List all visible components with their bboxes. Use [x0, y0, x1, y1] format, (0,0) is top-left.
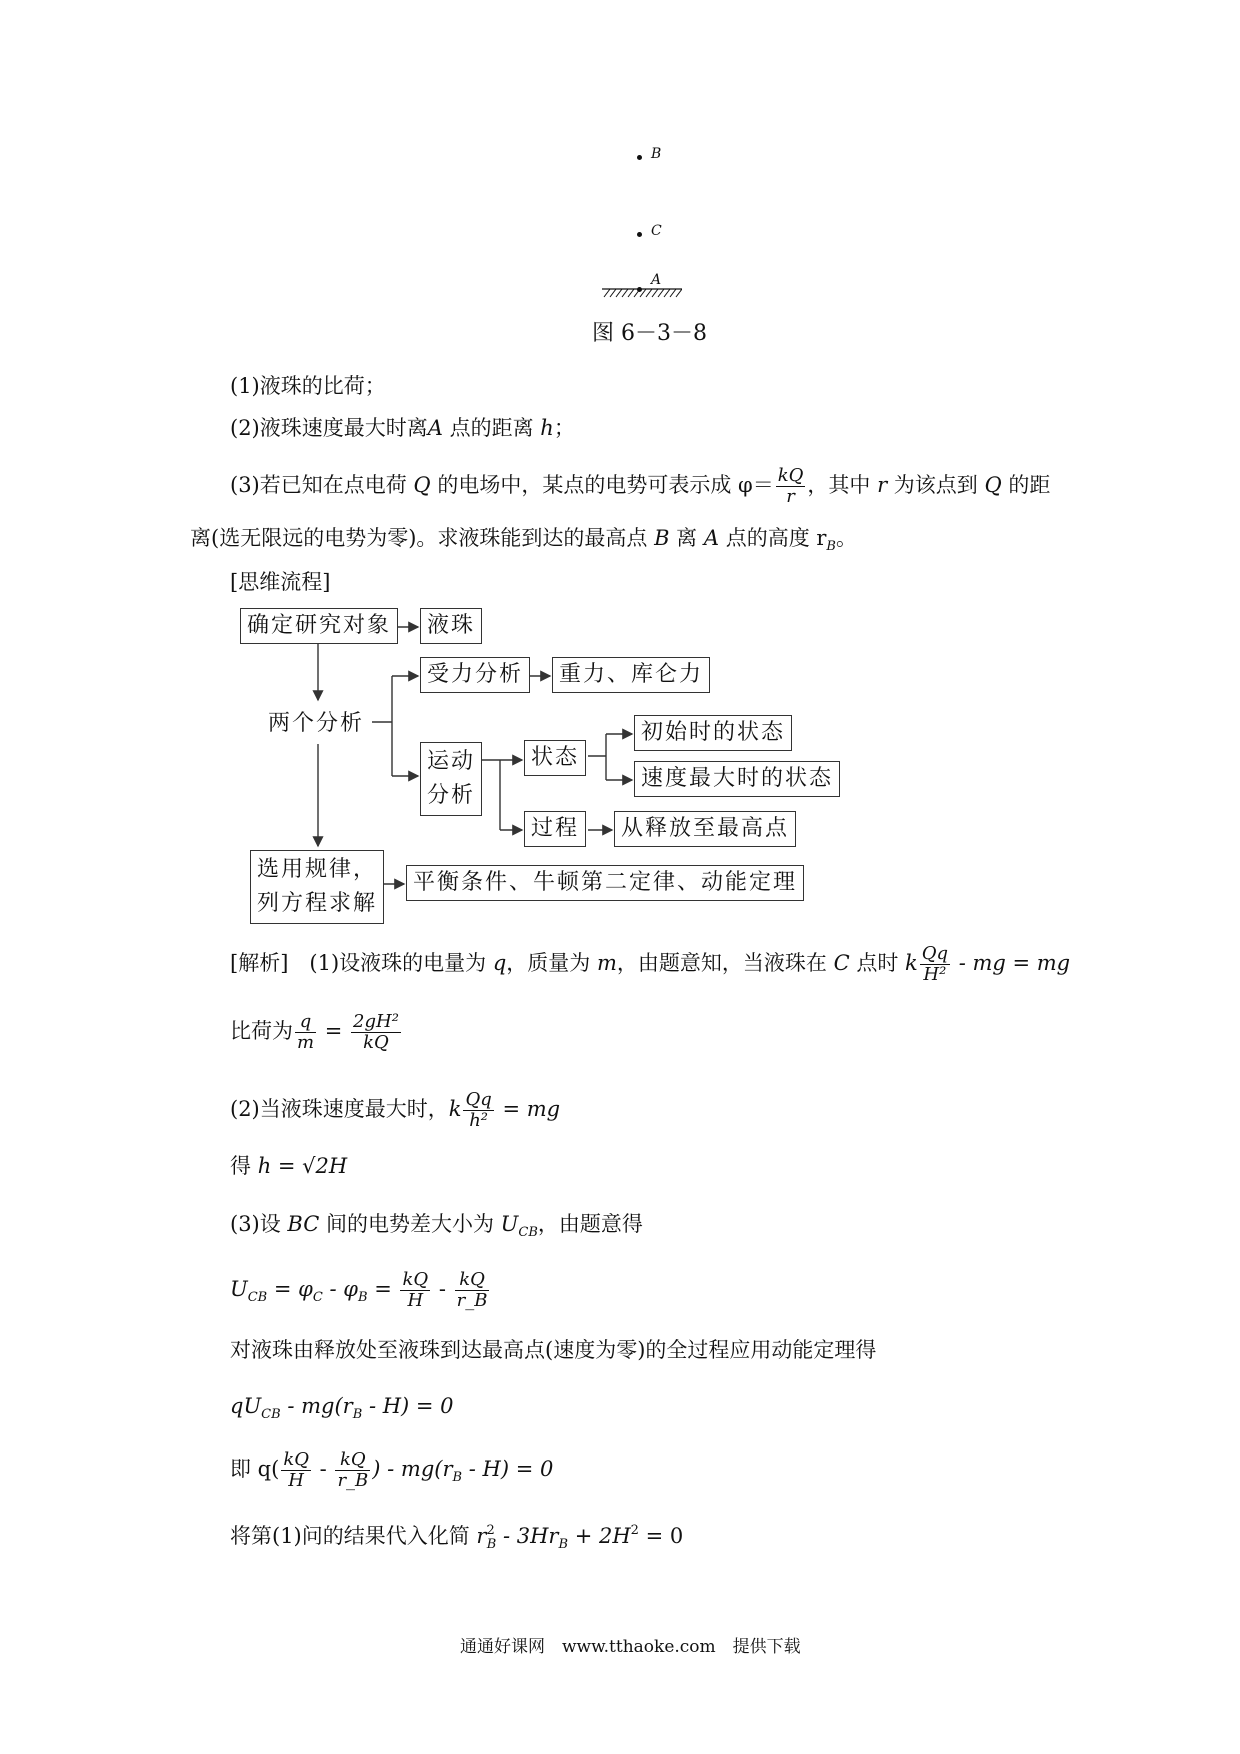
solution-line-2: 比荷为 $\frac{q}{m}$ = $\frac{\text{2gH²}}{kQ}$ [230, 1011, 399, 1053]
question-1: (1)液珠的比荷； [230, 374, 386, 398]
solution-line-8: $qU_{CB} - mg(r_B - H) = 0$ [230, 1394, 454, 1422]
solution-line-6: $U_{CB} = \varphi_C - \varphi_B$ = $\frac{kQ}{H}$ - $\frac{kQ}{r\_B}$ [230, 1269, 488, 1311]
point-a-label: A [651, 272, 662, 288]
flow-heading: [思维流程] [230, 570, 331, 594]
potential-fraction: $\frac{kQ}{r}$ [777, 465, 804, 507]
flow-box-state-init: 初始时的状态 [634, 715, 792, 751]
flow-box-force: 受力分析 [420, 657, 530, 693]
flow-box-process-desc: 从释放至最高点 [614, 811, 796, 847]
solution-line-4: 得 h = √2H [230, 1154, 348, 1178]
flow-box-laws: 平衡条件、牛顿第二定律、动能定理 [406, 865, 804, 901]
flow-box-object: 确定研究对象 [240, 608, 398, 644]
flow-box-process: 过程 [524, 811, 586, 847]
solution-line-10: 将第(1)问的结果代入化简 $r^2_B - 3Hr_B + 2H^2 = 0$ [230, 1523, 684, 1552]
figure-caption: 图 6－3－8 [592, 321, 707, 346]
flow-box-motion: 运动 分析 [420, 742, 482, 816]
flow-box-state: 状态 [524, 740, 586, 776]
flow-two-analysis: 两个分析 [268, 711, 365, 736]
flow-box-state-max: 速度最大时的状态 [634, 761, 840, 797]
solution-line-5: (3)设 BC 间的电势差大小为 $U_{CB}$，由题意得 [230, 1212, 643, 1240]
question-3-line-2: 离(选无限远的电势为零)。求液珠能到达的最高点 B 离 A 点的高度 $r_B$。 [190, 526, 857, 554]
solution-line-3: (2)当液珠速度最大时，k $\frac{Qq}{\text{h²}}$ = mg [230, 1089, 561, 1131]
solution-line-1: [解析] (1)设液珠的电量为 q，质量为 m，由题意知，当液珠在 C 点时 k $\frac{Qq}{\text{H²}}$ - mg = mg [230, 943, 1071, 985]
question-3-line-1: (3)若已知在点电荷 Q 的电场中，某点的电势可表示成 φ＝ $\frac{kQ}{r}$ ，其中 r 为该点到 Q 的距 [230, 465, 1051, 507]
solution-line-7: 对液珠由释放处至液珠到达最高点(速度为零)的全过程应用动能定理得 [230, 1338, 877, 1362]
solution-line-9: 即 q( $\frac{kQ}{H}$ - $\frac{kQ}{r\_B}$ ) - $mg(r_B - H) = 0$ [230, 1449, 554, 1491]
point-c-label: C [651, 223, 662, 239]
question-2: (2)液珠速度最大时离A 点的距离 h； [230, 416, 575, 440]
point-b-label: B [651, 146, 662, 162]
page-footer: 通通好课网 www.tthaoke.com 提供下载 [460, 1637, 801, 1657]
flow-box-drop: 液珠 [420, 608, 482, 644]
flow-box-law: 选用规律， 列方程求解 [250, 850, 384, 924]
flow-box-forces: 重力、库仑力 [552, 657, 710, 693]
